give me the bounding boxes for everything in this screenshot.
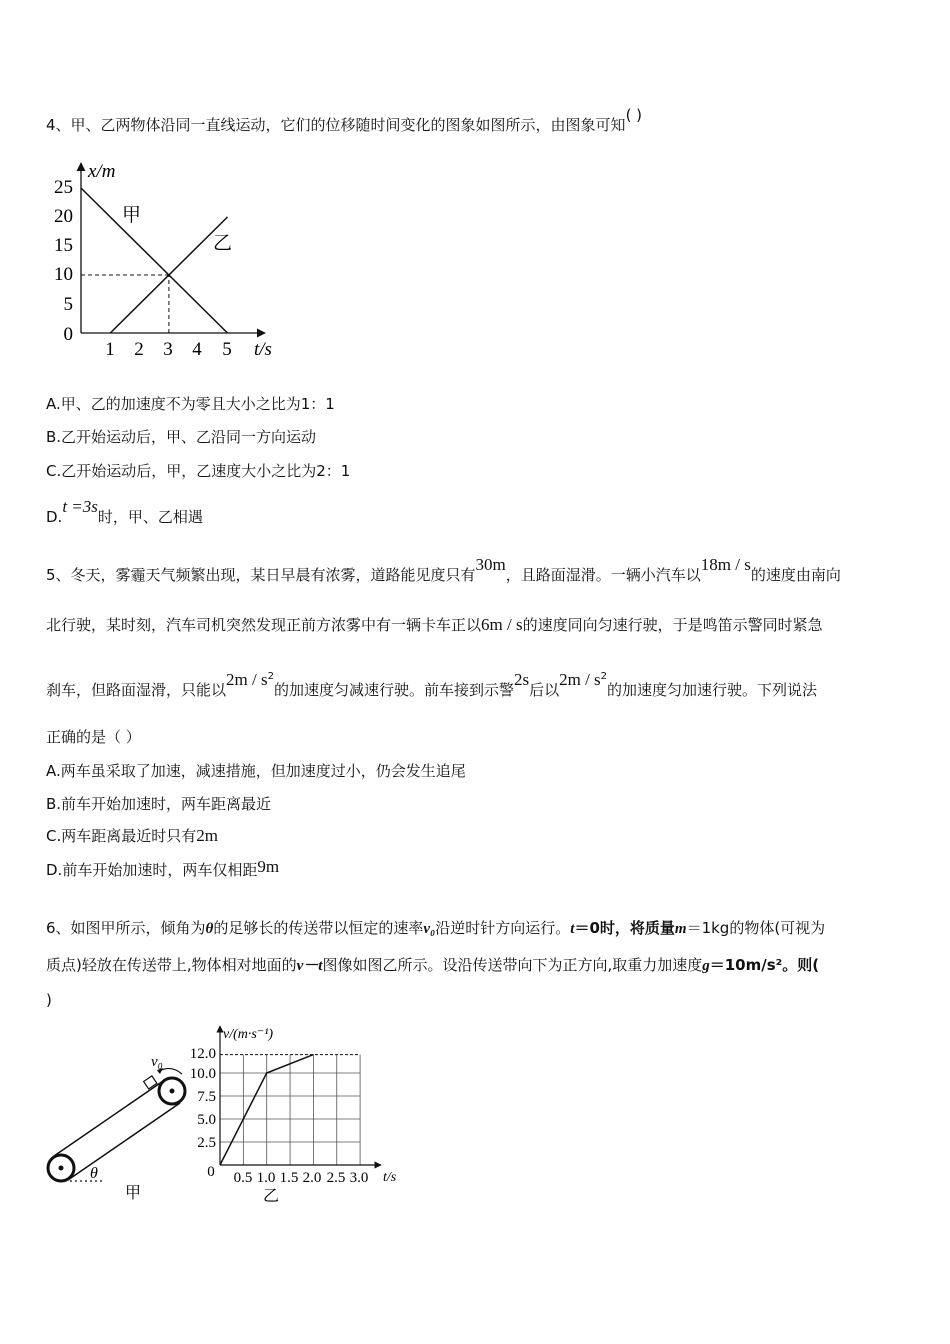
q4-option-d-prefix: D. bbox=[46, 508, 63, 526]
q4-x-tick: 3 bbox=[163, 339, 173, 360]
q6-t: t bbox=[570, 921, 575, 937]
q5-option-d bbox=[46, 857, 280, 880]
q6-figure-jia-caption: 甲 bbox=[125, 1185, 142, 1202]
q6-x-tick: 0.5 bbox=[233, 1170, 253, 1186]
q5-option-d-text: D.前车开始加速时，两车仅相距 bbox=[46, 861, 258, 879]
q4-x-tick: 1 bbox=[105, 339, 115, 360]
q5-line-4: 正确的是（ ） bbox=[46, 728, 141, 746]
q5-sup: 2 bbox=[600, 671, 608, 682]
conveyor-upper-roller-axle bbox=[170, 1089, 175, 1094]
q5-math: 2m / s bbox=[226, 670, 268, 689]
q4-y-axis-label: x/m bbox=[88, 161, 116, 182]
q4-series-jia-line bbox=[81, 188, 228, 333]
q4-stem-text: 4、甲、乙两物体沿同一直线运动，它们的位移随时间变化的图象如图所示，由图象可知 bbox=[46, 116, 626, 134]
q4-x-tick: 2 bbox=[134, 339, 144, 360]
q6-line-1 bbox=[46, 918, 825, 939]
q6-text: 图像如图乙所示。设沿传送带向下为正方向,取重力加速度 bbox=[322, 956, 703, 974]
q6-theta: θ bbox=[205, 921, 214, 937]
q6-v0: v₀ bbox=[423, 921, 436, 937]
q6-text: ＝10m/s²。则( bbox=[709, 956, 820, 974]
q5-math: 18m / s bbox=[700, 555, 751, 574]
q4-stem bbox=[46, 106, 643, 135]
q6-vt-graph bbox=[185, 1020, 415, 1210]
q6-text: ＝0时，将质量 bbox=[574, 919, 675, 937]
q6-x-tick: 2.0 bbox=[302, 1170, 322, 1186]
q5-sup: 2 bbox=[267, 671, 274, 682]
q4-x-tick: 5 bbox=[222, 339, 232, 360]
q6-x-tick: 1.5 bbox=[279, 1170, 299, 1186]
q4-label-jia: 甲 bbox=[122, 205, 142, 226]
q5-math: 2m / s bbox=[559, 670, 601, 689]
q5-math: 30m bbox=[475, 555, 506, 574]
conveyor-belt-top-edge bbox=[54, 1079, 166, 1156]
q6-line-2 bbox=[46, 955, 819, 976]
q6-g: g bbox=[702, 958, 710, 974]
q5-math: 6m / s bbox=[481, 615, 523, 634]
q6-x-axis-label: t/s bbox=[383, 1170, 397, 1185]
conveyor-lower-roller-axle bbox=[59, 1166, 64, 1171]
q6-figure-yi-caption: 乙 bbox=[262, 1188, 280, 1205]
q4-xt-graph bbox=[40, 155, 285, 365]
q5-option-c-text: C.两车距离最近时只有 bbox=[46, 827, 197, 845]
q4-y-tick: 15 bbox=[54, 235, 73, 256]
q6-y-tick: 2.5 bbox=[197, 1135, 216, 1151]
q5-text: 的速度由南向 bbox=[750, 566, 841, 584]
q4-y-tick: 5 bbox=[63, 294, 73, 315]
q5-option-a: A.两车虽采取了加速，减速措施，但加速度过小，仍会发生追尾 bbox=[46, 762, 466, 780]
q5-text: 5、冬天，雾霾天气频繁出现，某日早晨有浓雾，道路能见度只有 bbox=[46, 566, 476, 584]
q4-label-yi: 乙 bbox=[213, 233, 233, 254]
q6-text: ＝1kg的物体(可视为 bbox=[686, 919, 826, 937]
q4-x-axis-label: t/s bbox=[254, 339, 272, 360]
q6-theta-label: θ bbox=[90, 1165, 98, 1182]
q6-line-3: ) bbox=[46, 991, 52, 1009]
q4-option-c: C.乙开始运动后，甲，乙速度大小之比为2：1 bbox=[46, 462, 351, 480]
q6-m: m bbox=[674, 921, 687, 937]
q5-line-3 bbox=[46, 670, 818, 700]
q4-x-tick: 4 bbox=[192, 339, 202, 360]
q5-text: ，且路面湿滑。一辆小汽车以 bbox=[505, 566, 701, 584]
q4-y-tick: 25 bbox=[54, 177, 73, 198]
q4-answer-paren: ( ) bbox=[625, 106, 643, 124]
q4-option-d-text: 时，甲、乙相遇 bbox=[97, 508, 203, 526]
q6-vt: v－t bbox=[296, 958, 323, 974]
q6-y-tick: 7.5 bbox=[197, 1089, 216, 1105]
q6-y-axis-label: v/(m·s⁻¹) bbox=[223, 1027, 274, 1042]
q6-y-tick: 5.0 bbox=[197, 1112, 216, 1128]
q4-option-d bbox=[46, 497, 203, 527]
q5-line-1 bbox=[46, 555, 841, 585]
q5-text: 的速度同向匀速行驶，于是鸣笛示警同时紧急 bbox=[522, 616, 823, 634]
q4-y-tick: 20 bbox=[54, 206, 73, 227]
q6-text: 质点)轻放在传送带上,物体相对地面的 bbox=[46, 956, 297, 974]
q5-option-c-math: 2m bbox=[196, 826, 218, 845]
q5-math: 2s bbox=[513, 670, 530, 689]
q4-option-b: B.乙开始运动后，甲、乙沿同一方向运动 bbox=[46, 428, 317, 446]
q5-option-d-math: 9m bbox=[257, 857, 280, 876]
q5-line-2 bbox=[46, 615, 823, 635]
q6-v0-label: v₀ bbox=[151, 1054, 163, 1070]
q5-text: 的加速度匀加速行驶。下列说法 bbox=[607, 681, 818, 699]
q5-text: 后以 bbox=[529, 681, 560, 699]
conveyor-belt-bottom-edge bbox=[68, 1103, 180, 1180]
q4-y-tick: 10 bbox=[54, 264, 73, 285]
q6-text: 6、如图甲所示，倾角为 bbox=[46, 919, 206, 937]
q6-y-tick: 10.0 bbox=[189, 1066, 216, 1082]
q6-x-tick: 3.0 bbox=[349, 1170, 369, 1186]
q5-text: 的加速度匀减速行驶。前车接到示警 bbox=[273, 681, 514, 699]
q6-text: 沿逆时针方向运行。 bbox=[435, 919, 571, 937]
q4-y-tick: 0 bbox=[63, 324, 73, 345]
q4-option-d-math: t =3s bbox=[62, 497, 98, 516]
q6-origin-label: 0 bbox=[207, 1164, 215, 1180]
q5-text: 北行驶，某时刻，汽车司机突然发现正前方浓雾中有一辆卡车正以 bbox=[46, 616, 482, 634]
q5-option-b: B.前车开始加速时，两车距离最近 bbox=[46, 795, 272, 813]
q5-text: 刹车，但路面湿滑，只能以 bbox=[46, 681, 227, 699]
q6-x-tick: 1.0 bbox=[256, 1170, 276, 1186]
q6-grid bbox=[220, 1055, 360, 1165]
q4-option-a: A.甲、乙的加速度不为零且大小之比为1：1 bbox=[46, 395, 335, 413]
q6-y-tick: 12.0 bbox=[189, 1046, 216, 1062]
q6-x-tick: 2.5 bbox=[326, 1170, 346, 1186]
q5-option-c bbox=[46, 826, 218, 846]
q6-text: 的足够长的传送带以恒定的速率 bbox=[213, 919, 424, 937]
